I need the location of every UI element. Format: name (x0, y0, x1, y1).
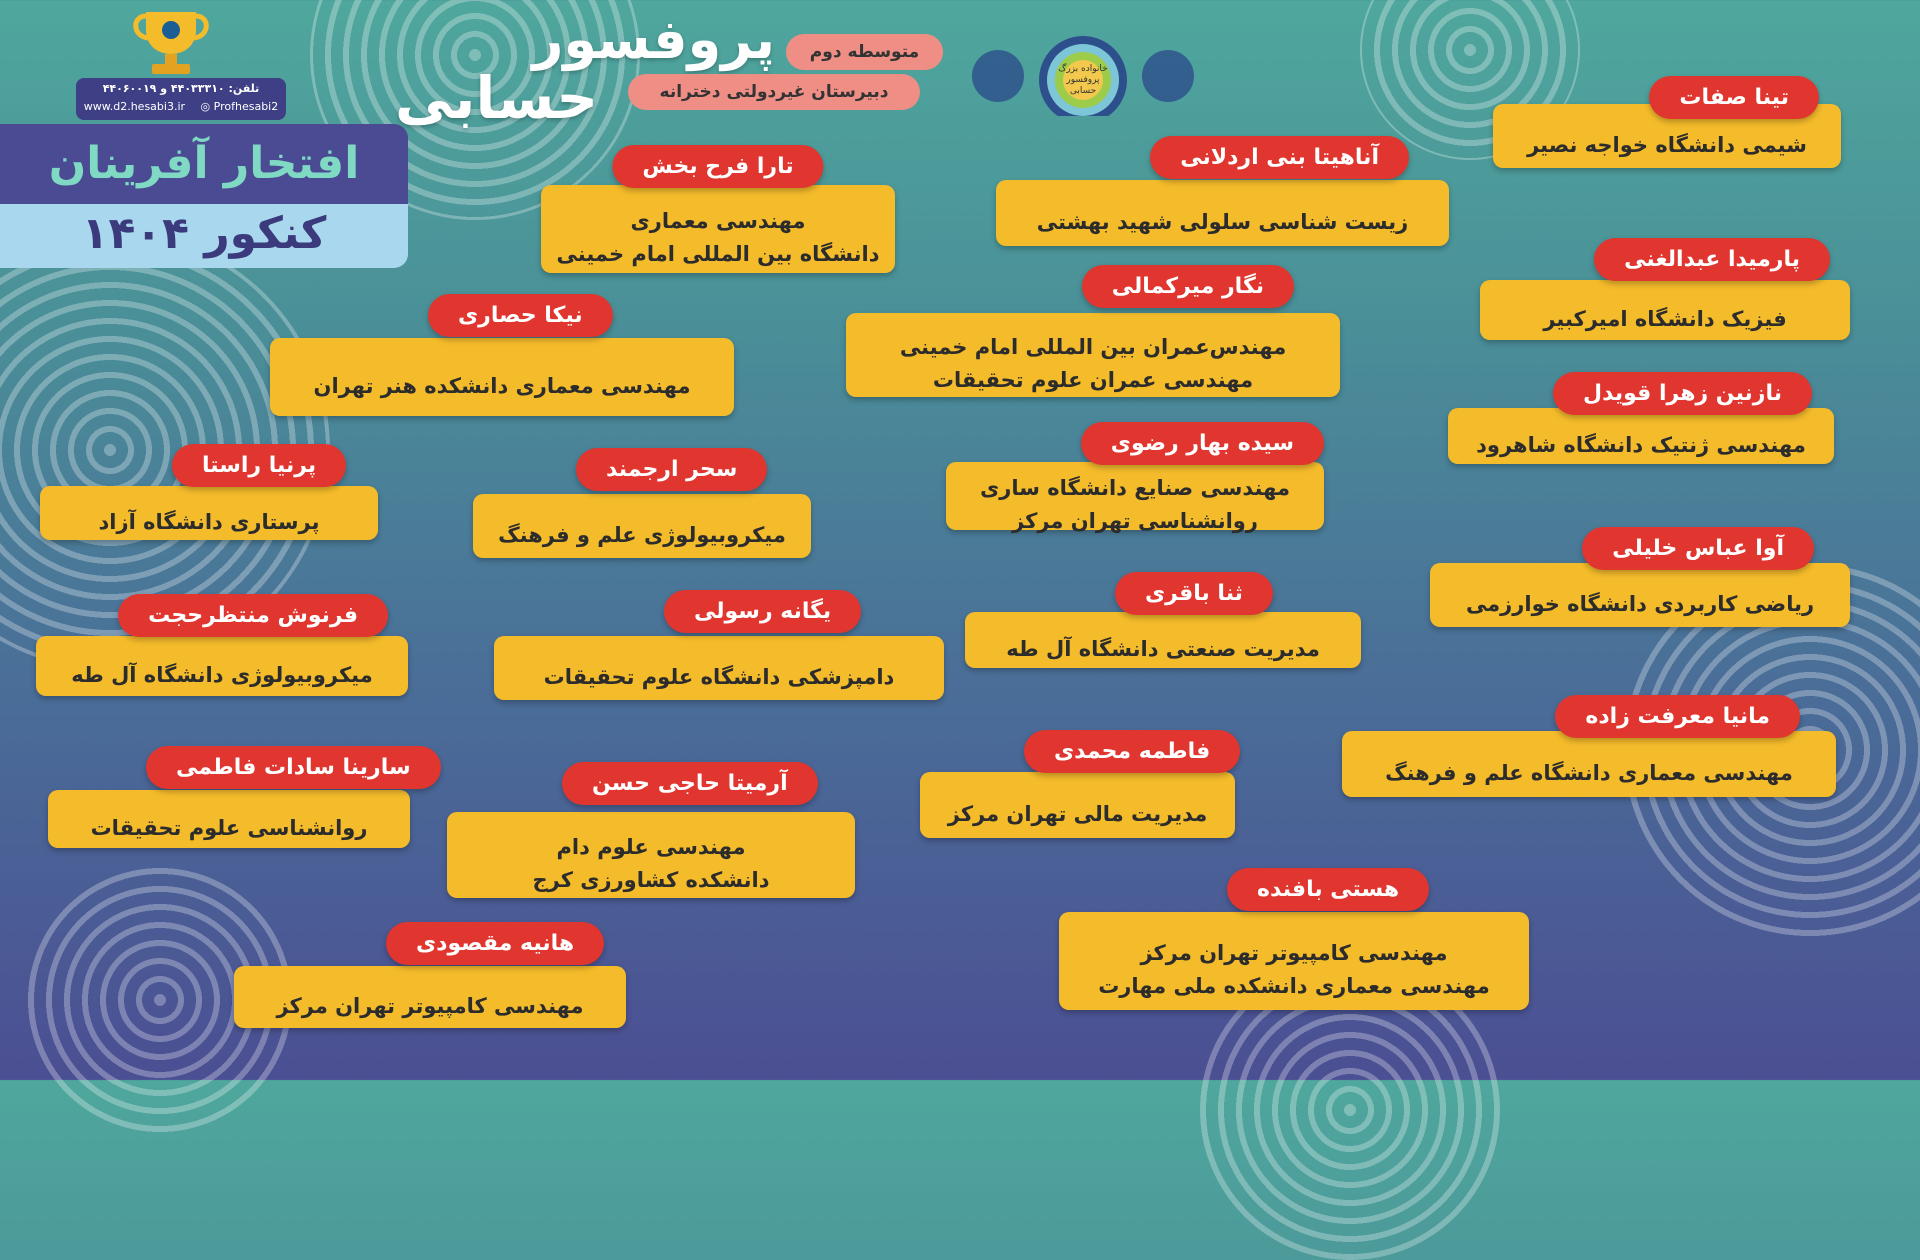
major-line: دانشکده کشاورزی کرج (532, 868, 770, 892)
major-line: فیزیک دانشگاه امیرکبیر (1543, 306, 1787, 331)
student-name: آناهیتا بنی اردلانی (1150, 136, 1409, 179)
student-major (1342, 731, 1836, 797)
instagram-handle: Profhesabi2 (213, 100, 279, 113)
student-major (473, 494, 811, 558)
headline-subtitle: کنکور ۱۴۰۴ (81, 208, 327, 259)
student-major (946, 462, 1324, 533)
flower-logo (958, 20, 1208, 116)
student-major (270, 338, 734, 416)
student-card (846, 265, 1340, 397)
student-name: مانیا معرفت زاده (1555, 695, 1800, 738)
student-major (48, 790, 410, 848)
major-line: زیست شناسی سلولی شهید بهشتی (1036, 209, 1409, 234)
student-name: نگار میرکمالی (1082, 265, 1294, 308)
student-card (473, 448, 811, 558)
student-major (920, 772, 1235, 838)
student-card (40, 444, 378, 540)
student-card (36, 594, 408, 696)
student-major (846, 313, 1340, 397)
subtitle-panel (0, 204, 408, 268)
major-line: مهندسی کامپیوتر تهران مرکز (1140, 941, 1448, 966)
major-line: مهندسی معماری (630, 209, 806, 234)
instagram-link[interactable]: ◎ Profhesabi2 (200, 100, 279, 113)
student-card (996, 136, 1449, 246)
brand-title (395, 8, 775, 133)
major-line: مهندسی علوم دام (556, 835, 746, 860)
student-card (494, 590, 944, 700)
student-major (494, 636, 944, 700)
major-line: مهندسی معماری دانشکده هنر تهران (313, 373, 691, 398)
headline-title: افتخار آفرینان (48, 138, 360, 189)
phone-text: تلفن: ۴۴۰۳۳۳۱۰ و ۴۴۰۶۰۰۱۹ (102, 82, 260, 95)
student-major (447, 812, 855, 898)
brand-title-line1: پروفسور (532, 8, 775, 71)
major-line: مهندسی معماری دانشکده ملی مهارت (1098, 974, 1490, 998)
student-name: هانیه مقصودی (386, 922, 604, 965)
student-major (541, 185, 895, 273)
major-line: روانشناسی تهران مرکز (1012, 509, 1258, 533)
student-card (920, 730, 1235, 838)
student-name: ثنا باقری (1115, 572, 1273, 615)
major-line: شیمی دانشگاه خواجه نصیر (1527, 132, 1807, 157)
student-name: نیکا حصاری (428, 294, 613, 337)
headline-panel (0, 124, 408, 212)
student-name: یگانه رسولی (664, 590, 861, 633)
student-card (447, 762, 855, 898)
student-name: سحر ارجمند (576, 448, 767, 491)
student-major (996, 180, 1449, 246)
student-card (946, 422, 1324, 533)
student-card (234, 922, 626, 1028)
student-card (48, 746, 410, 848)
major-line: مدیریت مالی تهران مرکز (947, 801, 1208, 826)
major-line: دامپزشکی دانشگاه علوم تحقیقات (543, 664, 895, 689)
contact-bar (76, 78, 286, 120)
major-line: مهندسی ژنتیک دانشگاه شاهرود (1476, 432, 1806, 457)
major-line: میکروبیولوژی علم و فرهنگ (498, 522, 786, 547)
major-line: ریاضی کاربردی دانشگاه خوارزمی (1465, 591, 1815, 616)
student-name: پرنیا راستا (172, 444, 346, 487)
major-line: مهندس‌عمران بین المللی امام خمینی (899, 335, 1287, 360)
brand-title-line2: حسابی (395, 64, 599, 132)
website-link[interactable]: www.d2.hesabi3.ir (83, 100, 186, 113)
student-major (965, 612, 1361, 668)
student-major (1430, 563, 1850, 627)
major-line: مدیریت صنعتی دانشگاه آل طه (1006, 636, 1320, 661)
student-major (1480, 280, 1850, 340)
student-card (965, 572, 1361, 668)
student-name: فاطمه محمدی (1024, 730, 1240, 773)
student-name: تارا فرح بخش (612, 145, 823, 188)
student-card (1493, 76, 1841, 168)
student-name: فرنوش منتظرحجت (118, 594, 388, 637)
major-line: مهندسی عمران علوم تحقیقات (932, 368, 1254, 392)
student-card (1059, 868, 1529, 1010)
trophy-icon (116, 6, 226, 78)
major-line: مهندسی کامپیوتر تهران مرکز (276, 993, 584, 1018)
student-major (1059, 912, 1529, 1010)
major-line: روانشناسی علوم تحقیقات (90, 815, 368, 840)
student-card (541, 145, 895, 273)
major-line: پرستاری دانشگاه آزاد (98, 509, 320, 534)
student-major (40, 486, 378, 540)
student-name: هستی بافنده (1227, 868, 1429, 911)
student-name: سارینا سادات فاطمی (146, 746, 441, 789)
student-name: سیده بهار رضوی (1081, 422, 1324, 465)
level-badge: متوسطه دوم (786, 34, 943, 70)
student-name: نازنین زهرا قویدل (1553, 372, 1812, 415)
student-name: تینا صفات (1649, 76, 1819, 119)
student-card (1342, 695, 1836, 797)
trophy-logo (116, 6, 226, 78)
major-line: مهندسی صنایع دانشگاه ساری (980, 476, 1290, 501)
student-card (1448, 372, 1834, 464)
student-name: پارمیدا عبدالغنی (1594, 238, 1830, 281)
school-badge: دبیرستان غیردولتی دخترانه (628, 74, 920, 110)
major-line: میکروبیولوژی دانشگاه آل طه (71, 662, 373, 687)
student-card (1430, 527, 1850, 627)
student-card (270, 294, 734, 416)
student-major (1448, 408, 1834, 464)
student-name: آوا عباس خلیلی (1582, 527, 1814, 570)
student-major (234, 966, 626, 1028)
student-major (36, 636, 408, 696)
major-line: مهندسی معماری دانشگاه علم و فرهنگ (1385, 760, 1793, 785)
student-card (1480, 238, 1850, 340)
student-name: آرمیتا حاجی حسن (562, 762, 818, 805)
major-line: دانشگاه بین المللی امام خمینی (556, 242, 880, 266)
flower-logo-text: خانواده بزرگ پروفسور حسابی (1058, 64, 1108, 96)
